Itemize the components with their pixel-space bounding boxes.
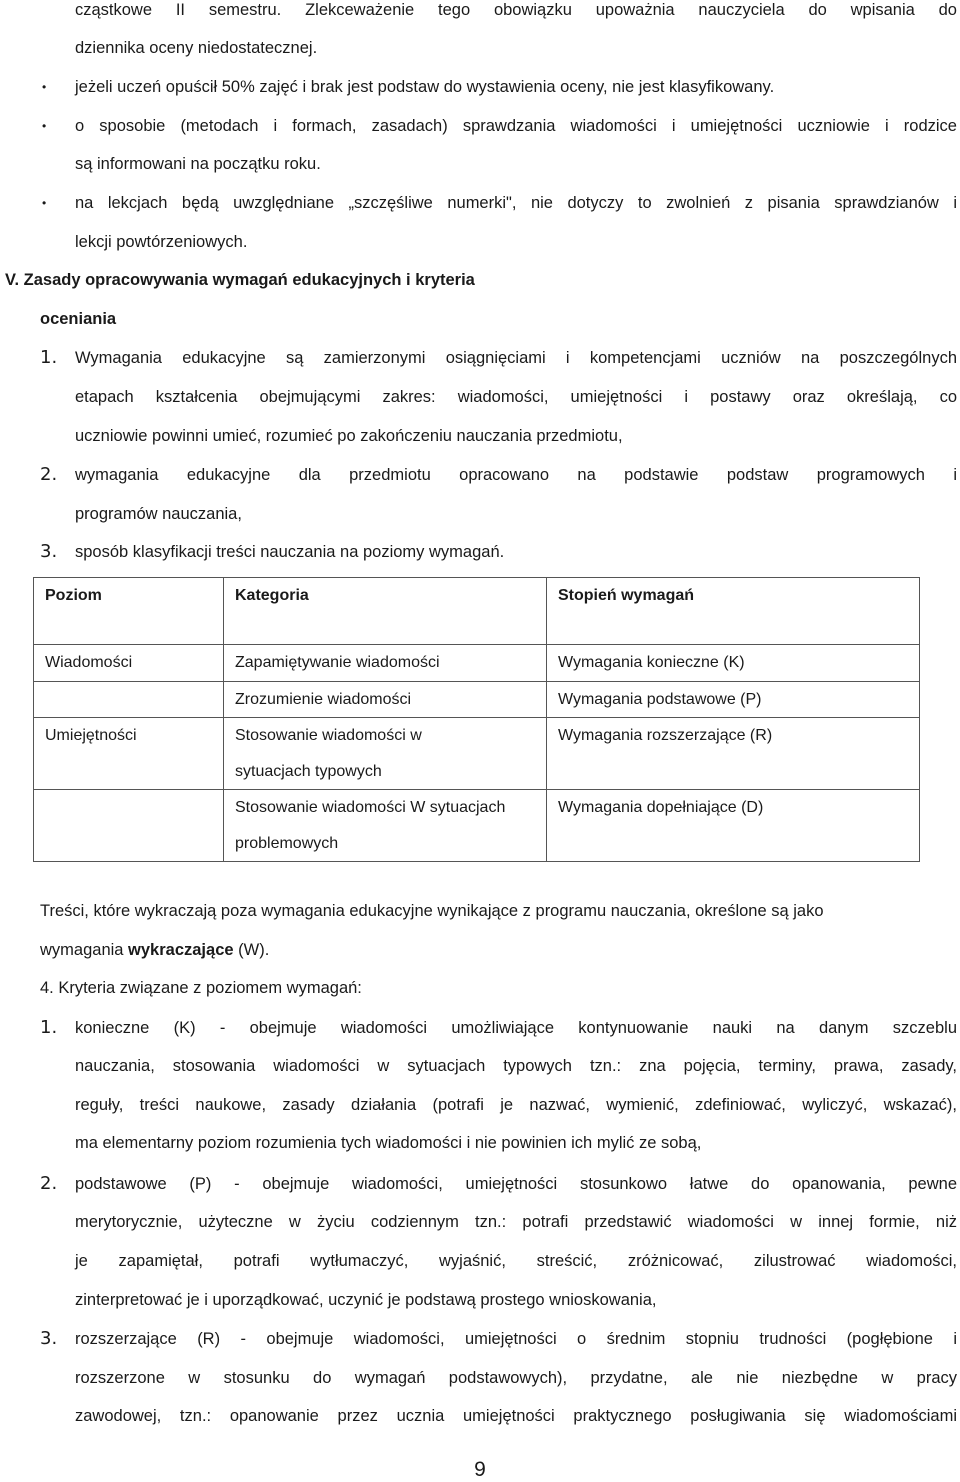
list-number: 3. <box>40 541 58 562</box>
bold-term: wykraczające <box>128 941 234 959</box>
list-text: uczniowie powinni umieć, rozumieć po zakończeniu nauczania przedmiotu, <box>75 427 623 445</box>
list-number: 1. <box>40 347 58 368</box>
text-line: Treści, które wykraczają poza wymagania edukacyjne wynikające z programu nauczania, określone są jako <box>40 902 824 920</box>
table-cell: Umiejętności <box>34 718 224 790</box>
table-cell: Wymagania podstawowe (P) <box>547 681 920 718</box>
table-cell: Zrozumienie wiadomości <box>224 681 547 718</box>
list-text: zinterpretować je i uporządkować, uczynić je podstawą prostego wnioskowania, <box>75 1291 657 1309</box>
table-cell <box>34 681 224 718</box>
bullet-text: na lekcjach będą uwzględniane „szczęśliwe numerki", nie dotyczy to zwolnień z pisania sprawdzianów i <box>75 194 957 212</box>
bullet-text: jeżeli uczeń opuścił 50% zajęć i brak jest podstaw do wystawienia oceny, nie jest klasyfikowany. <box>75 78 775 96</box>
table-header-cell: Kategoria <box>224 578 547 645</box>
text-span: (W). <box>233 941 270 959</box>
list-text: Wymagania edukacyjne są zamierzonymi osiągnięciami i kompetencjami uczniów na poszczególnych <box>75 349 957 367</box>
table-header-cell: Stopień wymagań <box>547 578 920 645</box>
list-text: merytorycznie, użyteczne w życiu codziennym tzn.: potrafi przedstawić wiadomości w innej formie, niż <box>75 1213 957 1231</box>
section-heading: V. Zasady opracowywania wymagań edukacyjnych i kryteria <box>5 271 475 289</box>
list-text: wymagania edukacyjne dla przedmiotu opracowano na podstawie podstaw programowych i <box>75 466 957 484</box>
criteria-heading: 4. Kryteria związane z poziomem wymagań: <box>40 979 362 997</box>
list-text: rozszerzone w stosunku do wymagań podstawowych), przydatne, ale nie niezbędne w pracy <box>75 1369 957 1387</box>
table-cell: Wymagania dopełniające (D) <box>547 790 920 862</box>
list-number: 3. <box>40 1328 58 1349</box>
table-cell: Stosowanie wiadomości W sytuacjach problemowych <box>224 790 547 862</box>
table-cell: Wymagania konieczne (K) <box>547 645 920 682</box>
table-cell: Stosowanie wiadomości w sytuacjach typowych <box>224 718 547 790</box>
section-heading: oceniania <box>40 310 117 328</box>
list-text: sposób klasyfikacji treści nauczania na poziomy wymagań. <box>75 543 505 561</box>
text-line <box>40 940 269 960</box>
list-number: 1. <box>40 1017 58 1038</box>
bullet-icon: • <box>42 119 47 133</box>
table-header-row <box>34 578 920 645</box>
table-row <box>34 718 920 790</box>
bullet-icon: • <box>42 196 47 210</box>
list-text: nauczania, stosowania wiadomości w sytuacjach typowych tzn.: zna pojęcia, terminy, prawa, zasady, <box>75 1057 957 1075</box>
table-cell: Wymagania rozszerzające (R) <box>547 718 920 790</box>
list-text: etapach kształcenia obejmującymi zakres: wiadomości, umiejętności i postawy oraz określają, co <box>75 388 957 406</box>
bullet-icon: • <box>42 80 47 94</box>
list-number: 2. <box>40 1173 58 1194</box>
list-number: 2. <box>40 464 58 485</box>
table-row <box>34 681 920 718</box>
list-text: reguły, treści naukowe, zasady działania (potrafi je nazwać, wymienić, zdefiniować, wyliczyć, wskazać), <box>75 1096 957 1114</box>
bullet-text: lekcji powtórzeniowych. <box>75 233 248 251</box>
table-cell: Wiadomości <box>34 645 224 682</box>
bullet-text: o sposobie (metodach i formach, zasadach) sprawdzania wiadomości i umiejętności uczniowie i rodzice <box>75 117 957 135</box>
list-text: konieczne (K) - obejmuje wiadomości umożliwiające kontynuowanie nauki na danym szczeblu <box>75 1019 957 1037</box>
text-line: dziennika oceny niedostatecznej. <box>75 39 318 57</box>
list-text: programów nauczania, <box>75 505 242 523</box>
text-line: cząstkowe II semestru. Zlekceważenie tego obowiązku upoważnia nauczyciela do wpisania do <box>75 1 957 19</box>
list-text: zawodowej, tzn.: opanowanie przez ucznia umiejętności praktycznego posługiwania się wiadomościami <box>75 1407 957 1425</box>
list-text: rozszerzające (R) - obejmuje wiadomości, umiejętności o średnim stopniu trudności (pogłębione i <box>75 1330 957 1348</box>
table-cell <box>34 790 224 862</box>
requirements-table <box>33 577 920 862</box>
table-header-cell: Poziom <box>34 578 224 645</box>
table-row <box>34 790 920 862</box>
text-span: wymagania <box>40 941 129 959</box>
page-number: 9 <box>474 1458 486 1481</box>
list-text: podstawowe (P) - obejmuje wiadomości, umiejętności stosunkowo łatwe do opanowania, pewne <box>75 1175 957 1193</box>
table-row <box>34 645 920 682</box>
table-cell: Zapamiętywanie wiadomości <box>224 645 547 682</box>
list-text: je zapamiętał, potrafi wytłumaczyć, wyjaśnić, streścić, zróżnicować, zilustrować wiadomości, <box>75 1252 957 1270</box>
bullet-text: są informowani na początku roku. <box>75 155 321 173</box>
list-text: ma elementarny poziom rozumienia tych wiadomości i nie powinien ich mylić ze sobą, <box>75 1134 702 1152</box>
